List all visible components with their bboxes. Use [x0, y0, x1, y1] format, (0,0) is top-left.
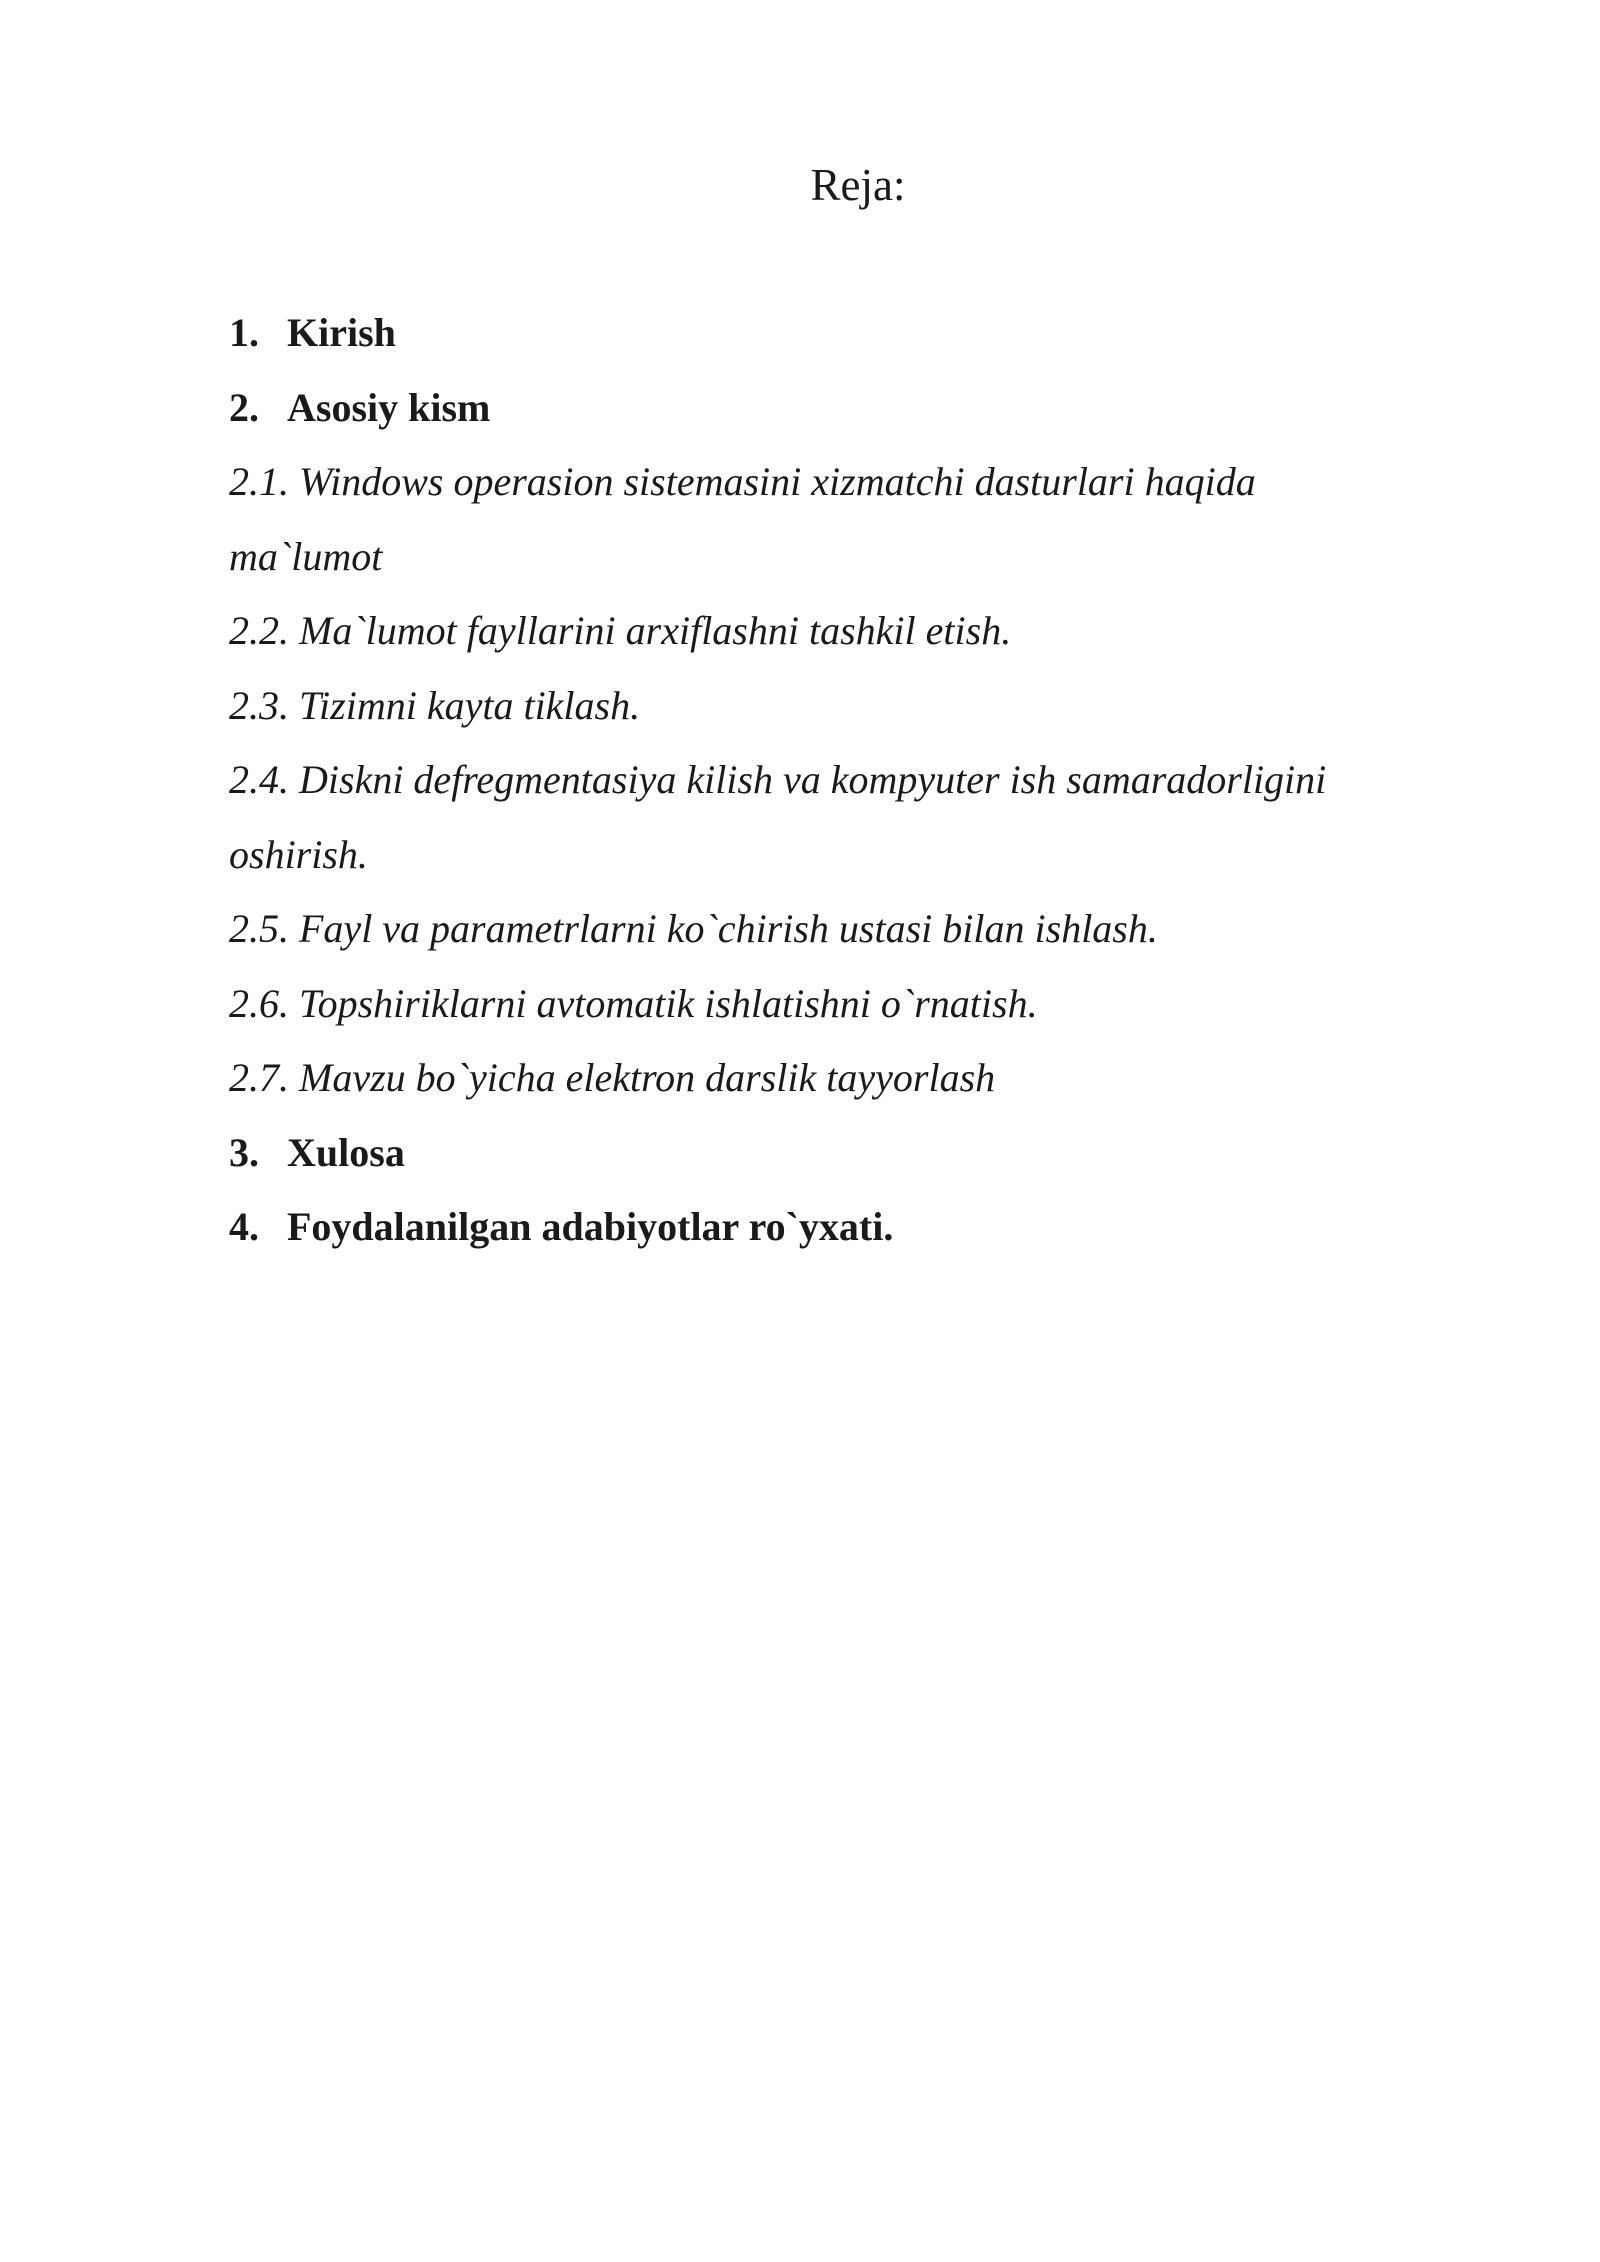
- list-item-2-4: 2.4. Diskni defregmentasiya kilish va kompyuter ish samaradorligini: [229, 757, 1327, 802]
- item-text: Asosiy kism: [287, 384, 491, 430]
- list-item-2-3: 2.3. Tizimni kayta tiklash.: [229, 682, 641, 728]
- item-number: 4.: [229, 1204, 259, 1249]
- list-item-2-7: 2.7. Mavzu bo`yicha elektron darslik tayyorlash: [229, 1055, 996, 1100]
- plan-list: [229, 296, 1429, 1265]
- list-item-asosiy-kism: [229, 371, 1429, 446]
- item-number: 1.: [229, 310, 259, 355]
- list-item-2-1-continued: ma`lumot: [229, 533, 383, 579]
- list-item-xulosa: [229, 1116, 1429, 1191]
- page-title: Reja:: [810, 160, 906, 210]
- list-item-2-6: 2.6. Topshiriklarni avtomatik ishlatishni o`rnatish.: [229, 980, 1038, 1026]
- item-number: 3.: [229, 1129, 259, 1175]
- list-item-kirish: [229, 296, 1429, 371]
- item-text: Foydalanilgan adabiyotlar ro`yxati.: [287, 1204, 894, 1249]
- list-item-2-2: 2.2. Ma`lumot fayllarini arxiflashni tashkil etish.: [229, 608, 1012, 653]
- item-text: Xulosa: [287, 1129, 405, 1175]
- list-item-2-1: 2.1. Windows operasion sistemasini xizmatchi dasturlari haqida: [229, 459, 1256, 504]
- item-number: 2.: [229, 384, 259, 430]
- list-item-2-4-continued: oshirish.: [229, 831, 368, 877]
- list-item-2-5: 2.5. Fayl va parametrlarni ko`chirish ustasi bilan ishlash.: [229, 906, 1158, 951]
- item-text: Kirish: [287, 310, 396, 355]
- list-item-adabiyotlar: [229, 1190, 1429, 1265]
